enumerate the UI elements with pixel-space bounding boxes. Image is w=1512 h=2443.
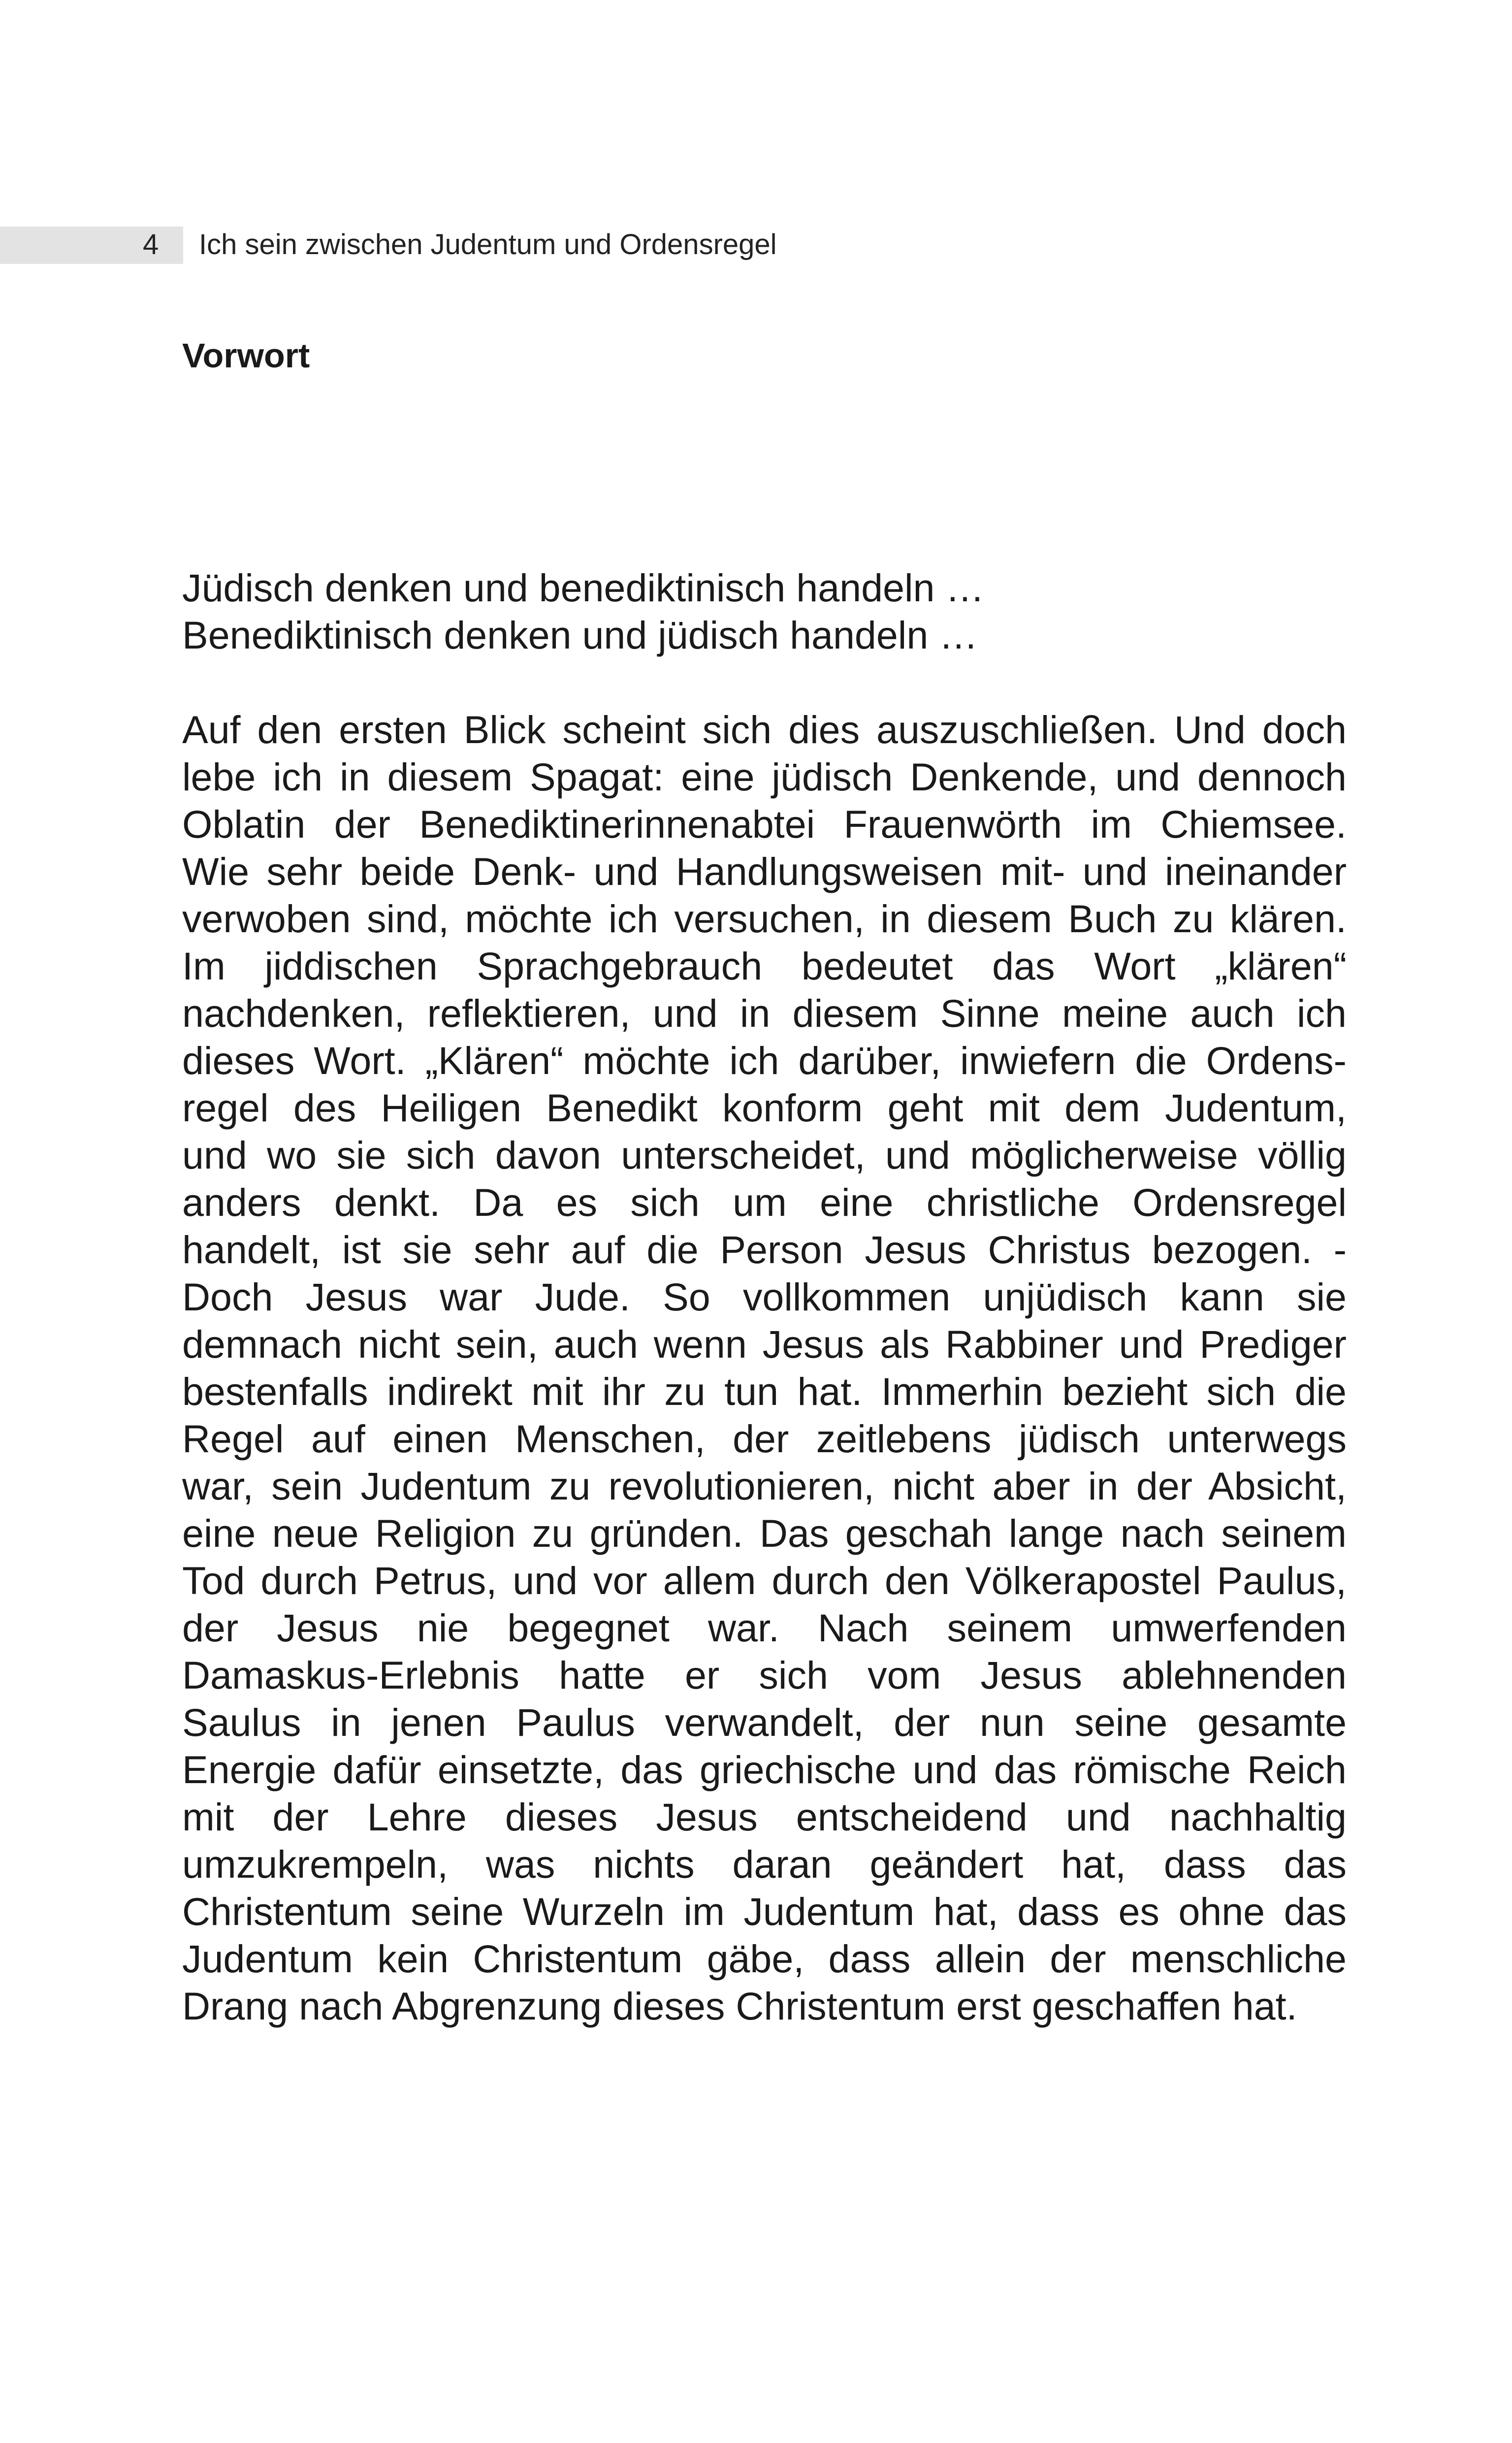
body-line: nachdenken, reflektieren, und in diesem Sinne meine auch ich	[182, 991, 1347, 1035]
body-line: Energie dafür einsetzte, das griechische und das römische Reich	[182, 1748, 1347, 1792]
body-line: handelt, ist sie sehr auf die Person Jesus Christus bezogen. -	[182, 1228, 1347, 1271]
body-line: umzukrempeln, was nichts daran geändert hat, dass das	[182, 1842, 1347, 1886]
body-line: Christentum seine Wurzeln im Judentum hat, dass es ohne das	[182, 1889, 1347, 1933]
epigraph-line: Benediktinisch denken und jüdisch handeln …	[182, 613, 978, 657]
body-line: Judentum kein Christentum gäbe, dass allein der menschliche	[182, 1937, 1347, 1981]
body-line: Doch Jesus war Jude. So vollkommen unjüdisch kann sie	[182, 1275, 1347, 1319]
body-line: der Jesus nie begegnet war. Nach seinem umwerfenden	[182, 1606, 1347, 1650]
body-line: lebe ich in diesem Spagat: eine jüdisch Denkende, und dennoch	[182, 755, 1347, 799]
body-line: eine neue Religion zu gründen. Das geschah lange nach seinem	[182, 1511, 1347, 1555]
body-line: dieses Wort. „Klären“ möchte ich darüber, inwiefern die Ordens-	[182, 1039, 1347, 1082]
running-title: Ich sein zwischen Judentum und Ordensregel	[199, 228, 777, 261]
body-line: mit der Lehre dieses Jesus entscheidend und nachhaltig	[182, 1795, 1347, 1839]
body-paragraph	[182, 706, 1347, 2030]
body-line: Saulus in jenen Paulus verwandelt, der nun seine gesamte	[182, 1700, 1347, 1744]
page-number: 4	[143, 228, 159, 261]
epigraph-line: Jüdisch denken und benediktinisch handeln …	[182, 566, 985, 610]
epigraph	[182, 564, 1349, 659]
body-line: Damaskus-Erlebnis hatte er sich vom Jesus ablehnenden	[182, 1653, 1347, 1697]
body-line: Tod durch Petrus, und vor allem durch den Völkerapostel Paulus,	[182, 1559, 1347, 1602]
section-heading: Vorwort	[182, 336, 310, 375]
body-line: Im jiddischen Sprachgebrauch bedeutet das Wort „klären“	[182, 944, 1347, 988]
body-line: Regel auf einen Menschen, der zeitlebens jüdisch unterwegs	[182, 1417, 1347, 1461]
body-line: demnach nicht sein, auch wenn Jesus als Rabbiner und Prediger	[182, 1322, 1347, 1366]
body-line: war, sein Judentum zu revolutionieren, nicht aber in der Absicht,	[182, 1464, 1347, 1508]
body-line: Drang nach Abgrenzung dieses Christentum erst geschaffen hat.	[182, 1984, 1297, 2028]
body-line: Wie sehr beide Denk- und Handlungsweisen mit- und ineinander	[182, 849, 1347, 893]
body-line: bestenfalls indirekt mit ihr zu tun hat. Immerhin bezieht sich die	[182, 1369, 1347, 1413]
body-line: Oblatin der Benediktinerinnenabtei Frauenwörth im Chiemsee.	[182, 802, 1347, 846]
body-line: verwoben sind, möchte ich versuchen, in diesem Buch zu klären.	[182, 897, 1347, 941]
body-line: Auf den ersten Blick scheint sich dies auszuschließen. Und doch	[182, 708, 1347, 751]
body-line: regel des Heiligen Benedikt konform geht mit dem Judentum,	[182, 1086, 1347, 1130]
body-line: und wo sie sich davon unterscheidet, und möglicherweise völlig	[182, 1133, 1347, 1177]
body-line: anders denkt. Da es sich um eine christliche Ordensregel	[182, 1180, 1347, 1224]
